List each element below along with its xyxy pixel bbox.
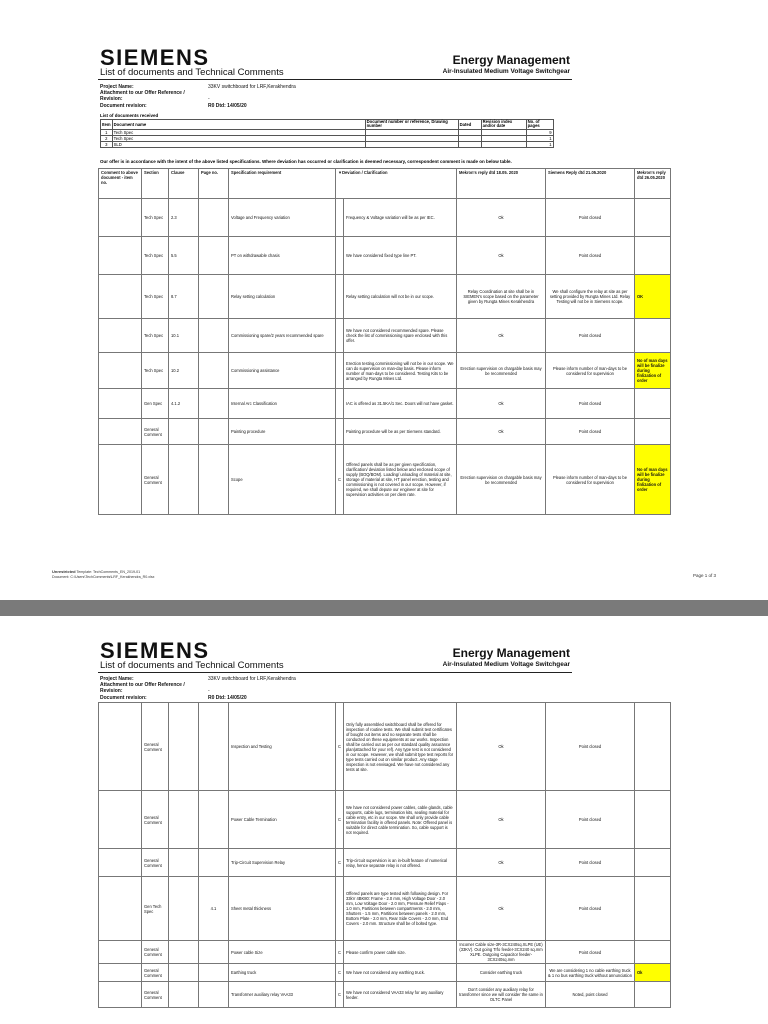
comments-table-page-1: [98, 168, 671, 515]
section-cell: Tech Spec: [142, 319, 169, 353]
mekron-reply-cell: Consider earthing truck: [457, 964, 546, 982]
mekron-reply-2-cell: No of man days will be finalize during finlization of order: [635, 445, 671, 515]
header-siemens-reply: Siemens Reply dtd 21.05.2020: [546, 169, 635, 199]
footer-status: Unrestricted: [52, 569, 76, 574]
deviation-cell: We have not considered power cables, cable glands, cable supports, cable lugs, termination kits, sealing material for cable entry, etc in our scope. We shall only provide cable termination facility in offered panels. Note: Offered panel is suitable for direct cable termination. So, cable support is not required.: [344, 791, 457, 849]
siemens-reply-cell: Point closed: [546, 389, 635, 419]
spec-cell: Power Cable Termination: [229, 791, 336, 849]
dc-flag-cell: [336, 877, 344, 941]
revision-label: Document revision:: [100, 694, 147, 701]
table-row: [99, 964, 671, 982]
spec-cell: Commissioning assistance: [229, 353, 336, 389]
comment-cell: [99, 419, 142, 445]
doc-name: SLD: [112, 141, 365, 147]
clause-cell: [169, 419, 199, 445]
doc-item: 1: [101, 129, 113, 135]
header-deviation: [336, 169, 457, 199]
section-cell: Tech Spec: [142, 275, 169, 319]
doc-name: Tech Spec: [112, 129, 365, 135]
mekron-reply-2-cell: [635, 791, 671, 849]
mekron-reply-cell: Ok: [457, 849, 546, 877]
siemens-reply-cell: Point closed: [546, 319, 635, 353]
mekron-reply-cell: Ok: [457, 389, 546, 419]
clause-cell: 4.1.2: [169, 389, 199, 419]
dc-flag-cell: [336, 419, 344, 445]
table-row: [99, 237, 671, 275]
dc-flag-cell: C: [336, 791, 344, 849]
sort-arrow-icon: ▼: [338, 170, 343, 175]
mekron-reply-2-cell: [635, 941, 671, 964]
header-mekrons-reply: Mekron's reply dtd 18.05. 2020: [457, 169, 546, 199]
spec-cell: Inspection and Testing: [229, 703, 336, 791]
clause-cell: [169, 791, 199, 849]
document-page-2: [0, 616, 768, 1024]
spec-cell: Sheet metal thickness: [229, 877, 336, 941]
clause-cell: 10.2: [169, 353, 199, 389]
doc-pages: 1: [526, 141, 553, 147]
section-cell: Tech Spec: [142, 237, 169, 275]
table-row: [99, 275, 671, 319]
page-cell: 4.1: [199, 877, 229, 941]
section-cell: General Comment: [142, 941, 169, 964]
mekron-reply-2-cell: [635, 703, 671, 791]
spec-cell: Scope: [229, 445, 336, 515]
footer-info: [52, 570, 154, 579]
page-cell: [199, 199, 229, 237]
siemens-logo: SIEMENS: [100, 638, 210, 663]
spec-cell: Internal Arc Classification: [229, 389, 336, 419]
mekron-reply-2-cell: [635, 419, 671, 445]
dc-flag-cell: C: [336, 964, 344, 982]
energy-subtitle: Air-Insulated Medium Voltage Switchgear: [442, 68, 570, 75]
siemens-reply-cell: Noted, point closed: [546, 982, 635, 1008]
doc-item: 3: [101, 141, 113, 147]
dc-flag-cell: [336, 319, 344, 353]
section-cell: General Comment: [142, 849, 169, 877]
deviation-cell: Relay setting calculation will not be in our scope.: [344, 275, 457, 319]
page-cell: [199, 445, 229, 515]
footer-line2: Document: C:\Users\TechComments\LRF_Kerakhendra_R0.xlsx: [52, 574, 155, 579]
section-cell: General Comment: [142, 791, 169, 849]
spec-cell: Commissioning spare/2 years recommended spare: [229, 319, 336, 353]
siemens-reply-cell: Point closed: [546, 703, 635, 791]
siemens-reply-cell: We are considering 1 no cable earthing truck & 1 no bus earthing truck without annunciation: [546, 964, 635, 982]
page-number: Page 1 of 3: [692, 573, 716, 578]
comment-cell: [99, 237, 142, 275]
dc-flag-cell: [336, 353, 344, 389]
mekron-reply-cell: Relay Coordination at site shall be in SIEMEN's scope based on the parameter given by Rungta Mines Kerakhendra: [457, 275, 546, 319]
page-cell: [199, 703, 229, 791]
mekron-reply-2-cell: [635, 389, 671, 419]
section-cell: General Comment: [142, 445, 169, 515]
deviation-cell: Please confirm power cable size.: [344, 941, 457, 964]
page-cell: [199, 419, 229, 445]
comment-cell: [99, 319, 142, 353]
energy-title: Energy Management: [452, 53, 570, 67]
attachment-label: Attachment to our Offer Reference / Revision:: [100, 90, 185, 103]
siemens-reply-cell: Point closed: [546, 237, 635, 275]
mekron-reply-cell: Erection supervision on chargable basis may be recommended: [457, 353, 546, 389]
comment-cell: [99, 849, 142, 877]
project-info: [100, 676, 296, 701]
header-deviation-label: Deviation / Clarification: [342, 170, 388, 175]
header-section: Section: [142, 169, 169, 199]
deviation-cell: We have considered fixed type line PT.: [344, 237, 457, 275]
deviation-cell: Offered panels shall be as per given specification, clarification/ deviation listed below and enclosed scope of supply (BOQ/BOM). Loading/ unloading of material at site, storage of material at site, HT panel erection, testing and commissioning is not covered in our scope. However, if required, we shall depute our engineer at site for supervision activities on per diem rate.: [344, 445, 457, 515]
comment-cell: [99, 199, 142, 237]
dc-flag-cell: C: [336, 703, 344, 791]
doc-title: List of documents and Technical Comments: [100, 660, 284, 671]
energy-subtitle: Air-Insulated Medium Voltage Switchgear: [442, 661, 570, 668]
section-cell: General Comment: [142, 982, 169, 1008]
doc-header-name: Document name: [112, 120, 365, 130]
mekron-reply-2-cell: Ok: [635, 964, 671, 982]
mekron-reply-cell: Erection supervision on chargable basis may be recommended: [457, 445, 546, 515]
table-row: [101, 141, 554, 147]
doc-header-revision: Revision index and/or date: [481, 120, 526, 130]
documents-table: [100, 119, 554, 148]
siemens-reply-cell: Point closed: [546, 877, 635, 941]
mekron-reply-2-cell: No of man days will be finalize during finlization of order: [635, 353, 671, 389]
deviation-cell: Frequency & Voltage variation will be as per IEC.: [344, 199, 457, 237]
mekron-reply-cell: Ok: [457, 319, 546, 353]
section-cell: General Comment: [142, 703, 169, 791]
section-cell: Gen Tech Spec: [142, 877, 169, 941]
siemens-reply-cell: Please inform number of man-days to be considered for supervision: [546, 353, 635, 389]
page-cell: [199, 319, 229, 353]
page-cell: [199, 353, 229, 389]
attachment-value: -: [208, 688, 210, 695]
doc-header-pages: No. of pages: [526, 120, 553, 130]
project-info: [100, 84, 296, 109]
comment-cell: [99, 703, 142, 791]
clause-cell: 8.7: [169, 275, 199, 319]
dc-flag-cell: [336, 389, 344, 419]
revision-value: R0 Dtd: 14/05/20: [208, 102, 247, 109]
revision-label: Document revision:: [100, 102, 147, 109]
footer-line1: Template: TechComments_EN_2019-01: [76, 570, 141, 574]
clause-cell: [169, 849, 199, 877]
comments-table-page-2: [98, 702, 671, 1008]
comment-cell: [99, 791, 142, 849]
doc-header-dated: Dated: [458, 120, 481, 130]
deviation-cell: Trip-circuit supervision is an in-built feature of numerical relay, hence separate relay is not offered.: [344, 849, 457, 877]
deviation-cell: We have not considered any earthing truck.: [344, 964, 457, 982]
table-row: [99, 791, 671, 849]
mekron-reply-2-cell: [635, 982, 671, 1008]
documents-received: [100, 113, 554, 148]
energy-title: Energy Management: [452, 646, 570, 660]
dc-flag-cell: [336, 275, 344, 319]
mekron-reply-2-cell: [635, 877, 671, 941]
siemens-reply-cell: We shall configure the relay at site as per setting provided by Rungta Mines Ltd. Relay Testing will not be in Siemens scope.: [546, 275, 635, 319]
dc-flag-cell: C: [336, 445, 344, 515]
comment-cell: [99, 275, 142, 319]
table-row: [99, 419, 671, 445]
table-row: [99, 353, 671, 389]
header-mekrons-reply-2: Mekron's reply dtd 26.05.2020: [635, 169, 671, 199]
table-row: [99, 703, 671, 791]
comment-cell: [99, 982, 142, 1008]
doc-title: List of documents and Technical Comments: [100, 67, 284, 78]
doc-item: 2: [101, 135, 113, 141]
comment-cell: [99, 445, 142, 515]
section-cell: General Comment: [142, 964, 169, 982]
dc-flag-cell: C: [336, 941, 344, 964]
page-cell: [199, 941, 229, 964]
project-name-value: 33KV switchboard for LRF,Kerakhendra: [208, 676, 296, 682]
dc-flag-cell: C: [336, 982, 344, 1008]
page-cell: [199, 982, 229, 1008]
deviation-cell: Only fully assembled switchboard shall be offered for inspection of routine tests. We shall submit test certificates of bought out items and no separate tests shall be conducted on these equipments at our works. Inspection shall be carried out as per our standard quality assurance plan(attached for your ref). Any type test is not considered in our scope. However, we shall submit type test reports for type tests carried out on similar product. Any stage inspection is not envisaged. We have not considered any tests at site.: [344, 703, 457, 791]
clause-cell: [169, 703, 199, 791]
mekron-reply-cell: Don't consider any auxiliary relay for transformer since we will consider the same in OLTC Panel: [457, 982, 546, 1008]
clause-cell: [169, 877, 199, 941]
page-cell: [199, 791, 229, 849]
comment-cell: [99, 941, 142, 964]
siemens-reply-cell: Please inform number of man-days to be considered for supervision: [546, 445, 635, 515]
doc-pages: 9: [526, 129, 553, 135]
table-row: [99, 199, 671, 237]
revision-value: R0 Dtd: 14/05/20: [208, 694, 247, 701]
doc-header-item: Item: [101, 120, 113, 130]
siemens-reply-cell: Point closed: [546, 941, 635, 964]
spec-cell: Voltage and Frequency variation: [229, 199, 336, 237]
deviation-cell: We have not considered VAA33 relay for any auxiliary feeder.: [344, 982, 457, 1008]
table-row: [99, 319, 671, 353]
page-cell: [199, 389, 229, 419]
header-clause: Clause: [169, 169, 199, 199]
offer-statement: Our offer is in accordance with the intent of the above listed specifications. Where deviation has occurred or clarification is deemed necessary, correspondent comment is made on below table.: [100, 159, 512, 164]
section-cell: Tech Spec: [142, 353, 169, 389]
deviation-cell: We have not considered recommended spare. Please check the list of commissioning spare enclosed with this offer.: [344, 319, 457, 353]
attachment-label: Attachment to our Offer Reference / Revision:: [100, 682, 185, 695]
mekron-reply-2-cell: [635, 319, 671, 353]
mekron-reply-cell: Ok: [457, 419, 546, 445]
header-comment: Comment to above document - item no.: [99, 169, 142, 199]
spec-cell: Transformer auxiliary relay VAA33: [229, 982, 336, 1008]
clause-cell: [169, 964, 199, 982]
header-spec: Specification requirement: [229, 169, 336, 199]
doc-name: Tech Spec: [112, 135, 365, 141]
spec-cell: Power cable Size: [229, 941, 336, 964]
clause-cell: 2.3: [169, 199, 199, 237]
clause-cell: [169, 941, 199, 964]
clause-cell: [169, 982, 199, 1008]
mekron-reply-cell: Ok: [457, 237, 546, 275]
siemens-logo: SIEMENS: [100, 45, 210, 70]
section-cell: Tech Spec: [142, 199, 169, 237]
table-row: [99, 941, 671, 964]
dc-flag-cell: [336, 199, 344, 237]
spec-cell: PT on withdrawable chasis: [229, 237, 336, 275]
table-row: [99, 849, 671, 877]
mekron-reply-cell: Ok: [457, 791, 546, 849]
project-name-label: Project Name:: [100, 676, 134, 682]
page-cell: [199, 964, 229, 982]
mekron-reply-2-cell: OK: [635, 275, 671, 319]
attachment-value: -: [208, 96, 210, 103]
mekron-reply-cell: Ok: [457, 199, 546, 237]
spec-cell: Relay setting calculation: [229, 275, 336, 319]
clause-cell: 10.1: [169, 319, 199, 353]
dc-flag-cell: [336, 237, 344, 275]
page-cell: [199, 275, 229, 319]
header-rule: [98, 672, 572, 673]
spec-cell: Painting procedure: [229, 419, 336, 445]
page-cell: [199, 237, 229, 275]
comment-cell: [99, 389, 142, 419]
siemens-reply-cell: Point closed: [546, 419, 635, 445]
table-row: [99, 389, 671, 419]
comment-cell: [99, 353, 142, 389]
deviation-cell: Painting procedure will be as per Siemens standard.: [344, 419, 457, 445]
siemens-reply-cell: Point closed: [546, 791, 635, 849]
siemens-reply-cell: Point closed: [546, 849, 635, 877]
mekron-reply-2-cell: [635, 237, 671, 275]
project-name-value: 33KV switchboard for LRF,Kerakhendra: [208, 84, 296, 90]
doc-header-number: Document number or reference, Drawing number: [365, 120, 458, 130]
comment-cell: [99, 964, 142, 982]
dc-flag-cell: C: [336, 849, 344, 877]
clause-cell: 5.5: [169, 237, 199, 275]
deviation-cell: IAC is offered as 31.5KA/1 Sec. Doors will not have gasket.: [344, 389, 457, 419]
mekron-reply-cell: Ok: [457, 703, 546, 791]
header-rule: [98, 79, 572, 80]
documents-caption: List of documents received: [100, 113, 159, 118]
mekron-reply-2-cell: [635, 199, 671, 237]
mekron-reply-cell: Ok: [457, 877, 546, 941]
header-page: Page no.: [199, 169, 229, 199]
project-name-label: Project Name:: [100, 84, 134, 90]
comment-cell: [99, 877, 142, 941]
siemens-reply-cell: Point closed: [546, 199, 635, 237]
table-row: [99, 445, 671, 515]
clause-cell: [169, 445, 199, 515]
spec-cell: Earthing truck: [229, 964, 336, 982]
section-cell: General Comment: [142, 419, 169, 445]
deviation-cell: Erection testing,commissioning will not be in our scope. We can do supervision on man-day basis. Please inform number of man-days to be considered. Testing Kits to be arranged by Rungta Mines Ltd.: [344, 353, 457, 389]
table-header-row: [99, 169, 671, 199]
spec-cell: Trip-Circuit Supervision Relay: [229, 849, 336, 877]
table-row: [99, 877, 671, 941]
section-cell: Gen Spec: [142, 389, 169, 419]
deviation-cell: Offered panels are type tested with following design. For 33kV 4BK80: Frame - 2.0 mm, High Voltage Door - 2.0 mm, Low Voltage Door - 2.0 mm, Pressure Relief Flaps - 1.0 mm, Partitions between compartments - 2.0 mm, Shutters - 1.5 mm, Partitions between panels - 2.0 mm, Bottom Plate - 2.0 mm, Rear Side Covers - 2.0 mm, End Covers - 2.0 mm. Structure shall be of bolted type.: [344, 877, 457, 941]
page-cell: [199, 849, 229, 877]
mekron-reply-cell: Incomer Cable size-3R-3CX240sq.XLPE (UE) (33KV). Out going Trfo feeder-3CX240 sq.mm XLPE. Outgoing Capacitor feeder-3CX240sq.mm: [457, 941, 546, 964]
mekron-reply-2-cell: [635, 849, 671, 877]
doc-pages: 1: [526, 135, 553, 141]
table-row: [99, 982, 671, 1008]
